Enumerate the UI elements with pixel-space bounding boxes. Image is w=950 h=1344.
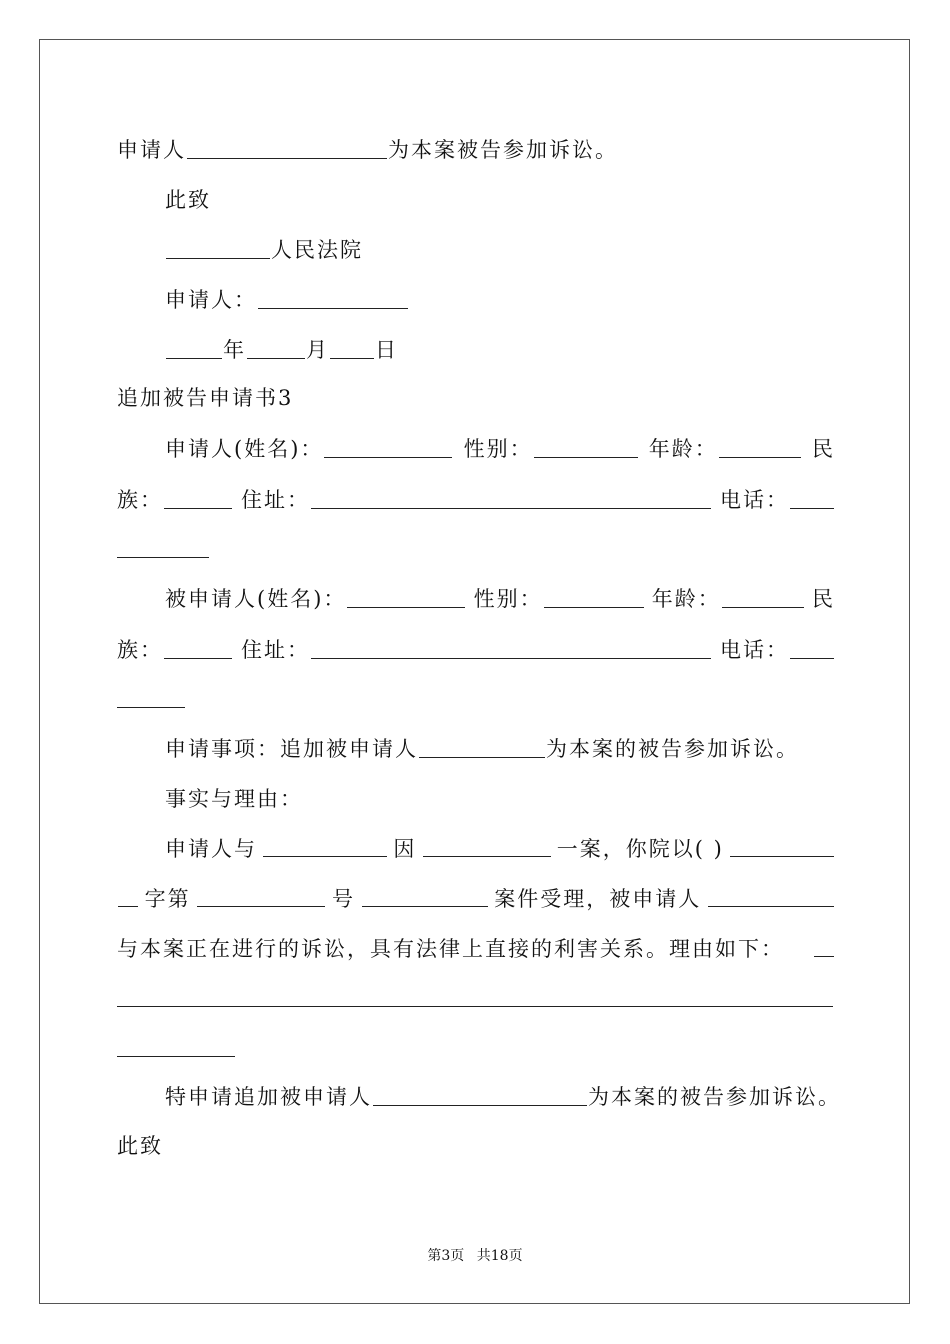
case-prefix-blank[interactable] (730, 836, 834, 857)
request-item-line (165, 736, 835, 762)
facts-heading: 事实与理由： (165, 787, 303, 811)
applicant-statement-line (117, 137, 835, 163)
text: 为本案的被告参加诉讼。 (588, 1085, 841, 1109)
text: 年龄： (648, 437, 718, 461)
text: 号 (331, 887, 355, 911)
text: 与本案正在进行的诉讼，具有法律上直接的利害关系。理由如下： (117, 937, 784, 961)
address-blank[interactable] (311, 638, 711, 659)
text: 电话： (720, 488, 789, 512)
ethnicity-blank[interactable] (164, 638, 232, 659)
salutation-line: 此致 (117, 1134, 163, 1158)
year-blank[interactable] (166, 338, 222, 359)
text: 性别： (473, 587, 543, 611)
phone-blank[interactable] (790, 638, 834, 659)
name-blank[interactable] (347, 587, 465, 608)
age-blank[interactable] (722, 587, 804, 608)
blank-field[interactable] (187, 138, 387, 159)
request-conclusion-line (165, 1084, 842, 1110)
text: 住址： (241, 638, 310, 662)
text: 年 (223, 338, 246, 362)
text: 字第 (144, 887, 191, 911)
text: 申请人： (165, 288, 257, 312)
text: 电话： (720, 638, 789, 662)
text: 申请人 (117, 138, 186, 162)
respondent-address-line (117, 637, 835, 663)
phone-blank-continued[interactable] (117, 557, 209, 558)
phone-blank-continued[interactable] (117, 707, 185, 708)
text: 为本案被告参加诉讼。 (388, 138, 618, 162)
gender-blank[interactable] (534, 437, 638, 458)
address-blank[interactable] (311, 488, 711, 509)
respondent-info-line (165, 586, 835, 612)
page-number: 第3页 (427, 1248, 465, 1264)
text: 民 (812, 587, 835, 611)
applicant-blank[interactable] (258, 288, 408, 309)
ethnicity-blank[interactable] (164, 488, 232, 509)
month-blank[interactable] (247, 338, 305, 359)
text: 为本案的被告参加诉讼。 (546, 737, 799, 761)
text: 日 (375, 338, 398, 362)
text: 申请人(姓名)： (165, 437, 324, 461)
respondent-blank[interactable] (708, 886, 834, 907)
salutation-line: 此致 (165, 188, 211, 212)
text: 性别： (463, 437, 533, 461)
text: 民 (812, 437, 835, 461)
reason-blank[interactable] (814, 936, 834, 957)
text: 人民法院 (271, 238, 363, 262)
text: 住址： (241, 488, 310, 512)
page-footer (0, 1247, 950, 1265)
party-blank[interactable] (263, 836, 387, 857)
respondent-blank[interactable] (373, 1085, 587, 1106)
text: 申请人与 (165, 837, 257, 861)
text: 因 (393, 837, 417, 861)
case-prefix-blank-continued[interactable] (118, 886, 138, 907)
reason-blank-end[interactable] (117, 1056, 235, 1057)
text: 被申请人(姓名)： (165, 587, 347, 611)
respondent-blank[interactable] (419, 737, 545, 758)
page-border (39, 39, 910, 1304)
facts-line-2 (117, 886, 835, 912)
court-name-blank[interactable] (166, 238, 270, 259)
phone-blank[interactable] (790, 488, 834, 509)
age-blank[interactable] (719, 437, 801, 458)
facts-line-1 (165, 836, 835, 862)
court-line (165, 237, 835, 263)
text: 年龄： (651, 587, 721, 611)
facts-line-3 (117, 936, 835, 962)
text: 月 (306, 338, 329, 362)
applicant-info-line (165, 436, 835, 462)
date-line (165, 337, 835, 363)
signature-line (165, 287, 835, 313)
applicant-address-line (117, 487, 835, 513)
gender-blank[interactable] (544, 587, 644, 608)
name-blank[interactable] (324, 437, 452, 458)
text: 申请事项：追加被申请人 (165, 737, 418, 761)
text: 一案，你院以( ) (556, 837, 724, 861)
text: 特申请追加被申请人 (165, 1085, 372, 1109)
text: 族： (117, 488, 163, 512)
total-pages: 共18页 (476, 1248, 523, 1264)
section-heading: 追加被告申请书3 (117, 386, 294, 410)
day-blank[interactable] (330, 338, 374, 359)
case-type-blank[interactable] (362, 886, 488, 907)
text: 案件受理，被申请人 (494, 887, 702, 911)
cause-blank[interactable] (423, 836, 551, 857)
case-number-blank[interactable] (197, 886, 325, 907)
text: 族： (117, 638, 163, 662)
reason-blank-continued[interactable] (117, 1006, 833, 1007)
